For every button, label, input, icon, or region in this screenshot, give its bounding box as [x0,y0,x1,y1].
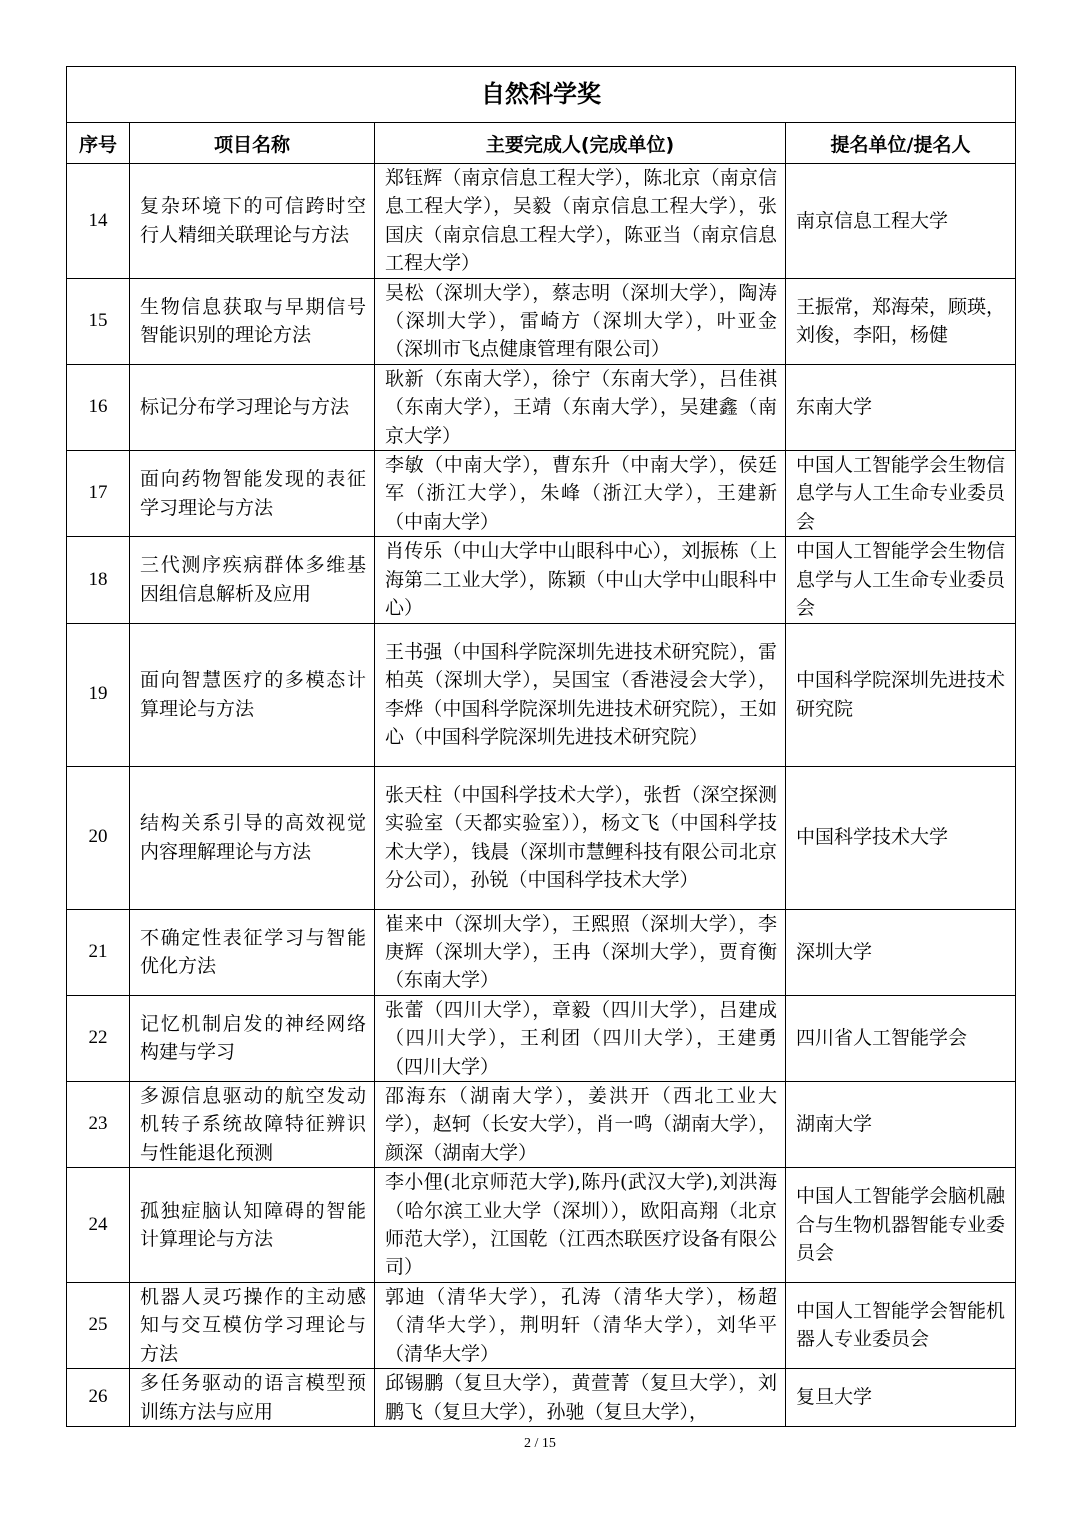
nominator: 中国人工智能学会脑机融合与生物机器智能专业委员会 [786,1168,1016,1283]
row-number: 14 [67,164,130,279]
award-table [66,66,1016,1427]
page-indicator: 2 / 15 [524,1436,556,1451]
nominator: 深圳大学 [786,909,1016,995]
row-number: 16 [67,364,130,450]
main-persons: 王书强（中国科学院深圳先进技术研究院），雷柏英（深圳大学），吴国宝（香港浸会大学），李烨（中国科学院深圳先进技术研究院），王如心（中国科学院深圳先进技术研究院） [375,623,786,766]
table-row [67,1081,1016,1167]
row-number: 25 [67,1282,130,1368]
row-number: 18 [67,537,130,623]
main-persons: 张蕾（四川大学），章毅（四川大学），吕建成（四川大学），王利团（四川大学），王建勇（四川大学） [375,995,786,1081]
project-name: 孤独症脑认知障碍的智能计算理论与方法 [130,1168,375,1283]
main-persons: 李敏（中南大学），曹东升（中南大学），侯廷军（浙江大学），朱峰（浙江大学），王建新（中南大学） [375,451,786,537]
project-name: 不确定性表征学习与智能优化方法 [130,909,375,995]
table-body [67,164,1016,1427]
table-row [67,451,1016,537]
row-number: 26 [67,1369,130,1427]
nominator: 中国科学技术大学 [786,766,1016,909]
nominator: 王振常，郑海荣，顾瑛，刘俊，李阳，杨健 [786,278,1016,364]
project-name: 面向药物智能发现的表征学习理论与方法 [130,451,375,537]
row-number: 21 [67,909,130,995]
project-name: 记忆机制启发的神经网络构建与学习 [130,995,375,1081]
header-main-persons: 主要完成人(完成单位) [375,123,786,164]
nominator: 中国人工智能学会生物信息学与人工生命专业委员会 [786,537,1016,623]
row-number: 24 [67,1168,130,1283]
main-persons: 张天柱（中国科学技术大学），张哲（深空探测实验室（天都实验室）），杨文飞（中国科学技术大学），钱晨（深圳市慧鲤科技有限公司北京分公司），孙锐（中国科学技术大学） [375,766,786,909]
nominator: 东南大学 [786,364,1016,450]
main-persons: 郭迪（清华大学），孔涛（清华大学），杨超（清华大学），荆明轩（清华大学），刘华平（清华大学） [375,1282,786,1368]
header-project-name: 项目名称 [130,123,375,164]
main-persons: 李小俚(北京师范大学),陈丹(武汉大学),刘洪海（哈尔滨工业大学（深圳）），欧阳高翔（北京师范大学），江国乾（江西杰联医疗设备有限公司） [375,1168,786,1283]
table-row [67,766,1016,909]
table-title: 自然科学奖 [67,67,1016,123]
nominator: 四川省人工智能学会 [786,995,1016,1081]
row-number: 22 [67,995,130,1081]
main-persons: 崔来中（深圳大学），王熙照（深圳大学），李庚辉（深圳大学），王冉（深圳大学），贾育衡（东南大学） [375,909,786,995]
main-persons: 耿新（东南大学），徐宁（东南大学），吕佳祺（东南大学），王靖（东南大学），吴建鑫（南京大学） [375,364,786,450]
table-row [67,364,1016,450]
main-persons: 邱锡鹏（复旦大学），黄萱菁（复旦大学），刘鹏飞（复旦大学），孙驰（复旦大学）， [375,1369,786,1427]
table-row [67,1369,1016,1427]
project-name: 多任务驱动的语言模型预训练方法与应用 [130,1369,375,1427]
row-number: 23 [67,1081,130,1167]
nominator: 中国人工智能学会生物信息学与人工生命专业委员会 [786,451,1016,537]
project-name: 面向智慧医疗的多模态计算理论与方法 [130,623,375,766]
table-row [67,909,1016,995]
row-number: 20 [67,766,130,909]
nominator: 复旦大学 [786,1369,1016,1427]
row-number: 19 [67,623,130,766]
header-nominator: 提名单位/提名人 [786,123,1016,164]
nominator: 中国科学院深圳先进技术研究院 [786,623,1016,766]
nominator: 湖南大学 [786,1081,1016,1167]
header-number: 序号 [67,123,130,164]
main-persons: 肖传乐（中山大学中山眼科中心），刘振栋（上海第二工业大学），陈颖（中山大学中山眼科中心） [375,537,786,623]
project-name: 标记分布学习理论与方法 [130,364,375,450]
main-persons: 吴松（深圳大学），蔡志明（深圳大学），陶涛（深圳大学），雷崎方（深圳大学），叶亚金（深圳市飞点健康管理有限公司） [375,278,786,364]
nominator: 中国人工智能学会智能机器人专业委员会 [786,1282,1016,1368]
project-name: 多源信息驱动的航空发动机转子系统故障特征辨识与性能退化预测 [130,1081,375,1167]
table-row [67,995,1016,1081]
header-row [67,123,1016,164]
project-name: 机器人灵巧操作的主动感知与交互模仿学习理论与方法 [130,1282,375,1368]
row-number: 15 [67,278,130,364]
row-number: 17 [67,451,130,537]
project-name: 复杂环境下的可信跨时空行人精细关联理论与方法 [130,164,375,279]
main-persons: 郑钰辉（南京信息工程大学），陈北京（南京信息工程大学），吴毅（南京信息工程大学），张国庆（南京信息工程大学），陈亚当（南京信息工程大学） [375,164,786,279]
table-row [67,623,1016,766]
main-persons: 邵海东（湖南大学），姜洪开（西北工业大学），赵轲（长安大学），肖一鸣（湖南大学），颜深（湖南大学） [375,1081,786,1167]
table-row [67,1282,1016,1368]
table-row [67,278,1016,364]
project-name: 三代测序疾病群体多维基因组信息解析及应用 [130,537,375,623]
project-name: 生物信息获取与早期信号智能识别的理论方法 [130,278,375,364]
table-row [67,1168,1016,1283]
project-name: 结构关系引导的高效视觉内容理解理论与方法 [130,766,375,909]
table-row [67,164,1016,279]
nominator: 南京信息工程大学 [786,164,1016,279]
table-row [67,537,1016,623]
